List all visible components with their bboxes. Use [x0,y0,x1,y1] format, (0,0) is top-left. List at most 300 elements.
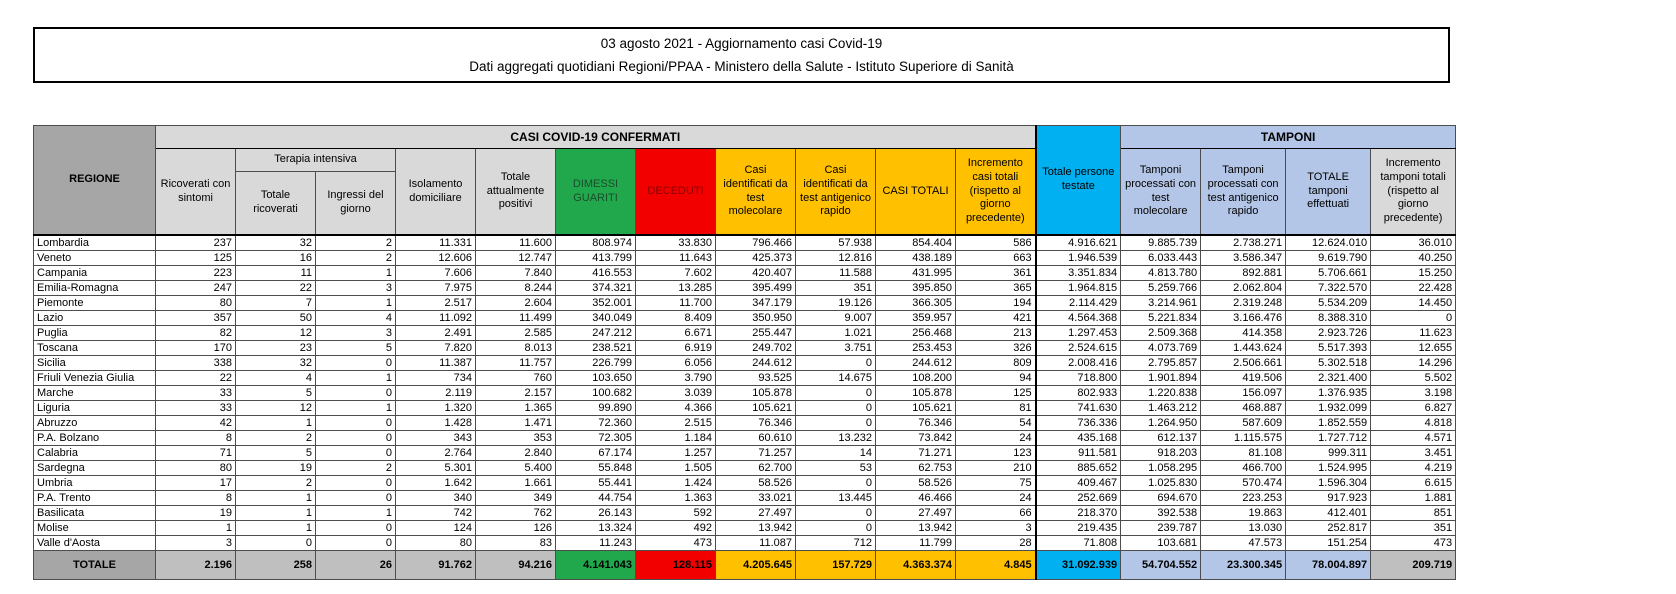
value-cell: 492 [636,521,716,536]
value-cell: 244.612 [876,356,956,371]
value-cell: 11 [236,266,316,281]
region-name: Sicilia [34,356,156,371]
value-cell: 0 [236,536,316,551]
value-cell: 11.092 [396,311,476,326]
value-cell: 237 [156,235,236,251]
value-cell: 32 [236,235,316,251]
value-cell: 22 [236,281,316,296]
value-cell: 0 [796,506,876,521]
value-cell: 1.443.624 [1201,341,1286,356]
value-cell: 12.655 [1371,341,1456,356]
value-cell: 760 [476,371,556,386]
totals-cell: 157.729 [796,551,876,580]
value-cell: 12 [236,326,316,341]
value-cell: 1.596.304 [1286,476,1371,491]
value-cell: 33.830 [636,235,716,251]
value-cell: 734 [396,371,476,386]
value-cell: 76.346 [716,416,796,431]
value-cell: 802.933 [1036,386,1121,401]
value-cell: 12.747 [476,251,556,266]
value-cell: 7.606 [396,266,476,281]
value-cell: 33.021 [716,491,796,506]
totals-cell: 209.719 [1371,551,1456,580]
value-cell: 210 [956,461,1036,476]
value-cell: 808.974 [556,235,636,251]
value-cell: 3 [956,521,1036,536]
value-cell: 0 [796,401,876,416]
value-cell: 2.321.400 [1286,371,1371,386]
value-cell: 126 [476,521,556,536]
value-cell: 338 [156,356,236,371]
value-cell: 54 [956,416,1036,431]
value-cell: 2.062.804 [1201,281,1286,296]
value-cell: 8.388.310 [1286,311,1371,326]
value-cell: 108.200 [876,371,956,386]
value-cell: 2.319.248 [1201,296,1286,311]
value-cell: 156.097 [1201,386,1286,401]
value-cell: 1.505 [636,461,716,476]
value-cell: 82 [156,326,236,341]
value-cell: 7.820 [396,341,476,356]
value-cell: 28 [956,536,1036,551]
value-cell: 239.787 [1121,521,1201,536]
value-cell: 892.881 [1201,266,1286,281]
value-cell: 255.447 [716,326,796,341]
value-cell: 66 [956,506,1036,521]
value-cell: 103.681 [1121,536,1201,551]
value-cell: 11.700 [636,296,716,311]
value-cell: 256.468 [876,326,956,341]
value-cell: 12 [236,401,316,416]
value-cell: 50 [236,311,316,326]
value-cell: 586 [956,235,1036,251]
value-cell: 105.621 [716,401,796,416]
column-header-attualmente-positivi: Totale attualmente positivi [476,149,556,236]
value-cell: 11.757 [476,356,556,371]
totals-cell: 258 [236,551,316,580]
table-footer [34,551,1456,580]
value-cell: 93.525 [716,371,796,386]
value-cell: 5.517.393 [1286,341,1371,356]
value-cell: 392.538 [1121,506,1201,521]
region-name: Liguria [34,401,156,416]
value-cell: 1.184 [636,431,716,446]
value-cell: 58.526 [716,476,796,491]
value-cell: 2 [316,251,396,266]
table-row [34,401,1456,416]
value-cell: 1.021 [796,326,876,341]
value-cell: 5.302.518 [1286,356,1371,371]
value-cell: 4.219 [1371,461,1456,476]
value-cell: 438.189 [876,251,956,266]
value-cell: 19.126 [796,296,876,311]
value-cell: 80 [156,461,236,476]
value-cell: 1 [236,521,316,536]
table-row [34,235,1456,251]
value-cell: 1.901.894 [1121,371,1201,386]
totals-cell: 23.300.345 [1201,551,1286,580]
value-cell: 1.642 [396,476,476,491]
value-cell: 13.942 [716,521,796,536]
value-cell: 762 [476,506,556,521]
value-cell: 2.506.661 [1201,356,1286,371]
value-cell: 412.401 [1286,506,1371,521]
value-cell: 694.670 [1121,491,1201,506]
value-cell: 0 [316,386,396,401]
value-cell: 885.652 [1036,461,1121,476]
value-cell: 1.424 [636,476,716,491]
value-cell: 9.885.739 [1121,235,1201,251]
value-cell: 1.881 [1371,491,1456,506]
group-header-tamponi: TAMPONI [1121,126,1456,149]
value-cell: 12.816 [796,251,876,266]
value-cell: 359.957 [876,311,956,326]
value-cell: 73.842 [876,431,956,446]
value-cell: 13.030 [1201,521,1286,536]
region-name: Lazio [34,311,156,326]
value-cell: 416.553 [556,266,636,281]
value-cell: 22 [156,371,236,386]
value-cell: 12.624.010 [1286,235,1371,251]
value-cell: 4.813.780 [1121,266,1201,281]
value-cell: 2 [236,476,316,491]
value-cell: 244.612 [716,356,796,371]
table-row [34,341,1456,356]
value-cell: 3.790 [636,371,716,386]
value-cell: 809 [956,356,1036,371]
value-cell: 1.320 [396,401,476,416]
value-cell: 53 [796,461,876,476]
region-name: Piemonte [34,296,156,311]
value-cell: 11.331 [396,235,476,251]
column-header-casi-test-antigenico: Casi identificati da test antigenico rapido [796,149,876,236]
value-cell: 72.305 [556,431,636,446]
value-cell: 3 [316,326,396,341]
value-cell: 741.630 [1036,401,1121,416]
column-header-dimessi-guariti: DIMESSI GUARITI [556,149,636,236]
value-cell: 5 [316,341,396,356]
region-name: Valle d'Aosta [34,536,156,551]
value-cell: 81.108 [1201,446,1286,461]
value-cell: 55.848 [556,461,636,476]
value-cell: 1 [316,371,396,386]
value-cell: 2 [316,235,396,251]
value-cell: 1.363 [636,491,716,506]
totals-cell: 54.704.552 [1121,551,1201,580]
value-cell: 252.817 [1286,521,1371,536]
value-cell: 4.818 [1371,416,1456,431]
value-cell: 1.365 [476,401,556,416]
region-name: Emilia-Romagna [34,281,156,296]
value-cell: 4.073.769 [1121,341,1201,356]
value-cell: 62.753 [876,461,956,476]
value-cell: 1 [316,506,396,521]
value-cell: 4.564.368 [1036,311,1121,326]
value-cell: 473 [1371,536,1456,551]
value-cell: 44.754 [556,491,636,506]
table-row [34,476,1456,491]
value-cell: 2.764 [396,446,476,461]
value-cell: 13.285 [636,281,716,296]
value-cell: 587.609 [1201,416,1286,431]
value-cell: 3.751 [796,341,876,356]
value-cell: 2.114.429 [1036,296,1121,311]
value-cell: 11.243 [556,536,636,551]
value-cell: 0 [796,476,876,491]
value-cell: 55.441 [556,476,636,491]
value-cell: 105.621 [876,401,956,416]
totals-cell: 94.216 [476,551,556,580]
group-header-terapia-intensiva: Terapia intensiva [236,149,396,172]
value-cell: 5 [236,446,316,461]
value-cell: 1 [316,266,396,281]
value-cell: 1.376.935 [1286,386,1371,401]
value-cell: 13.942 [876,521,956,536]
value-cell: 1.964.815 [1036,281,1121,296]
value-cell: 1 [236,506,316,521]
value-cell: 0 [316,476,396,491]
value-cell: 3 [316,281,396,296]
value-cell: 1.220.838 [1121,386,1201,401]
value-cell: 125 [156,251,236,266]
value-cell: 435.168 [1036,431,1121,446]
value-cell: 7.602 [636,266,716,281]
table-row [34,506,1456,521]
value-cell: 1.946.539 [1036,251,1121,266]
totals-row [34,551,1456,580]
value-cell: 351 [1371,521,1456,536]
value-cell: 3.214.961 [1121,296,1201,311]
value-cell: 6.671 [636,326,716,341]
value-cell: 2.119 [396,386,476,401]
value-cell: 612.137 [1121,431,1201,446]
value-cell: 854.404 [876,235,956,251]
value-cell: 2.604 [476,296,556,311]
value-cell: 8 [156,431,236,446]
region-name: P.A. Bolzano [34,431,156,446]
value-cell: 0 [316,356,396,371]
value-cell: 5.502 [1371,371,1456,386]
value-cell: 83 [476,536,556,551]
value-cell: 213 [956,326,1036,341]
value-cell: 366.305 [876,296,956,311]
value-cell: 13.324 [556,521,636,536]
value-cell: 2.008.416 [1036,356,1121,371]
region-name: Umbria [34,476,156,491]
totals-cell: 31.092.939 [1036,551,1121,580]
value-cell: 81 [956,401,1036,416]
value-cell: 32 [236,356,316,371]
value-cell: 103.650 [556,371,636,386]
table-row [34,281,1456,296]
value-cell: 2.585 [476,326,556,341]
value-cell: 712 [796,536,876,551]
totals-cell: 2.196 [156,551,236,580]
value-cell: 4.916.621 [1036,235,1121,251]
value-cell: 9.007 [796,311,876,326]
value-cell: 33 [156,386,236,401]
value-cell: 2.515 [636,416,716,431]
column-header-regione: REGIONE [34,126,156,236]
value-cell: 6.033.443 [1121,251,1201,266]
value-cell: 33 [156,401,236,416]
table-row [34,296,1456,311]
value-cell: 123 [956,446,1036,461]
value-cell: 124 [396,521,476,536]
value-cell: 3.198 [1371,386,1456,401]
value-cell: 2.795.857 [1121,356,1201,371]
column-header-totale-tamponi: TOTALE tamponi effettuati [1286,149,1371,236]
value-cell: 1 [316,401,396,416]
totals-cell: 4.141.043 [556,551,636,580]
value-cell: 11.087 [716,536,796,551]
value-cell: 67.174 [556,446,636,461]
value-cell: 3.451 [1371,446,1456,461]
value-cell: 6.056 [636,356,716,371]
value-cell: 247 [156,281,236,296]
table-row [34,266,1456,281]
value-cell: 11.499 [476,311,556,326]
value-cell: 0 [316,446,396,461]
value-cell: 1.025.830 [1121,476,1201,491]
value-cell: 350.950 [716,311,796,326]
value-cell: 718.800 [1036,371,1121,386]
value-cell: 5.400 [476,461,556,476]
region-name: Sardegna [34,461,156,476]
value-cell: 1 [236,491,316,506]
value-cell: 226.799 [556,356,636,371]
value-cell: 736.336 [1036,416,1121,431]
value-cell: 46.466 [876,491,956,506]
value-cell: 3 [156,536,236,551]
region-name: Veneto [34,251,156,266]
value-cell: 6.919 [636,341,716,356]
value-cell: 105.878 [876,386,956,401]
region-name: Puglia [34,326,156,341]
value-cell: 5.301 [396,461,476,476]
value-cell: 343 [396,431,476,446]
totals-cell: 26 [316,551,396,580]
group-header-casi-confermati: CASI COVID-19 CONFERMATI [156,126,1036,149]
totals-cell: 4.845 [956,551,1036,580]
value-cell: 0 [796,521,876,536]
value-cell: 15.250 [1371,266,1456,281]
value-cell: 7.322.570 [1286,281,1371,296]
value-cell: 8.244 [476,281,556,296]
column-header-incremento-casi: Incremento casi totali (rispetto al giorno precedente) [956,149,1036,236]
value-cell: 11.387 [396,356,476,371]
value-cell: 13.232 [796,431,876,446]
value-cell: 62.700 [716,461,796,476]
value-cell: 353 [476,431,556,446]
value-cell: 414.358 [1201,326,1286,341]
value-cell: 23 [236,341,316,356]
value-cell: 71.257 [716,446,796,461]
value-cell: 219.435 [1036,521,1121,536]
value-cell: 11.623 [1371,326,1456,341]
value-cell: 2 [236,431,316,446]
value-cell: 351 [796,281,876,296]
value-cell: 2.524.615 [1036,341,1121,356]
value-cell: 1.463.212 [1121,401,1201,416]
table-body [34,235,1456,551]
value-cell: 4 [316,311,396,326]
value-cell: 223 [156,266,236,281]
value-cell: 253.453 [876,341,956,356]
column-header-isolamento-domiciliare: Isolamento domiciliare [396,149,476,236]
value-cell: 349 [476,491,556,506]
value-cell: 420.407 [716,266,796,281]
value-cell: 0 [796,356,876,371]
value-cell: 27.497 [716,506,796,521]
value-cell: 2.517 [396,296,476,311]
value-cell: 5.221.834 [1121,311,1201,326]
region-name: Campania [34,266,156,281]
region-name: Calabria [34,446,156,461]
covid-table [33,125,1456,580]
report-header [33,27,1450,83]
value-cell: 11.643 [636,251,716,266]
value-cell: 3.039 [636,386,716,401]
region-name: Basilicata [34,506,156,521]
value-cell: 7 [236,296,316,311]
value-cell: 1.727.712 [1286,431,1371,446]
table-row [34,251,1456,266]
value-cell: 1.428 [396,416,476,431]
totals-cell: 4.363.374 [876,551,956,580]
column-header-tamponi-antigenico: Tamponi processati con test antigenico rapido [1201,149,1286,236]
value-cell: 570.474 [1201,476,1286,491]
value-cell: 352.001 [556,296,636,311]
table-row [34,446,1456,461]
value-cell: 796.466 [716,235,796,251]
region-name: Molise [34,521,156,536]
value-cell: 0 [316,491,396,506]
value-cell: 71.271 [876,446,956,461]
value-cell: 2.923.726 [1286,326,1371,341]
table-row [34,386,1456,401]
value-cell: 5.259.766 [1121,281,1201,296]
column-header-casi-totali: CASI TOTALI [876,149,956,236]
value-cell: 999.311 [1286,446,1371,461]
value-cell: 1 [316,296,396,311]
value-cell: 851 [1371,506,1456,521]
value-cell: 16 [236,251,316,266]
table-row [34,431,1456,446]
totals-label: TOTALE [34,551,156,580]
value-cell: 0 [316,431,396,446]
totals-cell: 91.762 [396,551,476,580]
value-cell: 468.887 [1201,401,1286,416]
value-cell: 425.373 [716,251,796,266]
value-cell: 1 [236,416,316,431]
value-cell: 57.938 [796,235,876,251]
value-cell: 24 [956,431,1036,446]
value-cell: 1.257 [636,446,716,461]
value-cell: 223.253 [1201,491,1286,506]
value-cell: 3.351.834 [1036,266,1121,281]
value-cell: 27.497 [876,506,956,521]
value-cell: 0 [316,521,396,536]
table-row [34,491,1456,506]
value-cell: 14.675 [796,371,876,386]
value-cell: 252.669 [1036,491,1121,506]
value-cell: 2.509.368 [1121,326,1201,341]
region-name: Marche [34,386,156,401]
value-cell: 1.115.575 [1201,431,1286,446]
table-row [34,326,1456,341]
value-cell: 917.923 [1286,491,1371,506]
